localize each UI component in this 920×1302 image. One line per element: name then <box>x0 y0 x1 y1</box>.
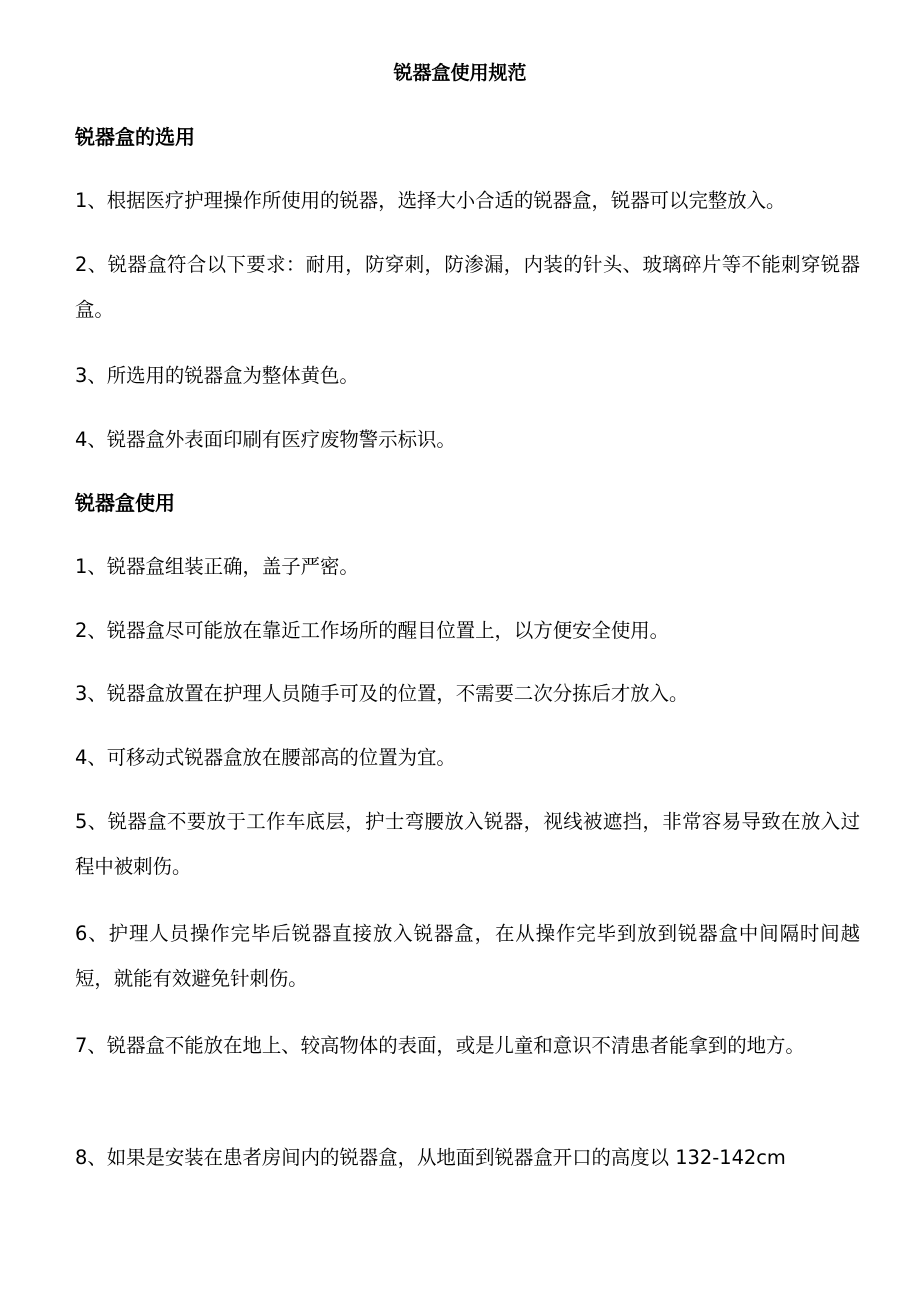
usage-item-5: 5、锐器盒不要放于工作车底层，护士弯腰放入锐器，视线被遮挡，非常容易导致在放入过程中被刺伤。 <box>75 810 860 878</box>
usage-item-1: 1、锐器盒组装正确，盖子严密。 <box>75 555 359 578</box>
usage-item-2: 2、锐器盒尽可能放在靠近工作场所的醒目位置上，以方便安全使用。 <box>75 619 670 642</box>
selection-item-1: 1、根据医疗护理操作所使用的锐器，选择大小合适的锐器盒，锐器可以完整放入。 <box>75 189 786 212</box>
usage-item-3: 3、锐器盒放置在护理人员随手可及的位置，不需要二次分拣后才放入。 <box>75 682 689 705</box>
section-heading-selection: 锐器盒的选用 <box>75 125 195 149</box>
usage-item-6: 6、护理人员操作完毕后锐器直接放入锐器盒，在从操作完毕到放到锐器盒中间隔时间越短，就能有效避免针刺伤。 <box>75 922 860 990</box>
selection-item-3: 3、所选用的锐器盒为整体黄色。 <box>75 364 359 387</box>
usage-item-7: 7、锐器盒不能放在地上、较高物体的表面，或是儿童和意识不清患者能拿到的地方。 <box>75 1034 805 1057</box>
usage-item-4: 4、可移动式锐器盒放在腰部高的位置为宜。 <box>75 746 456 769</box>
usage-item-8: 8、如果是安装在患者房间内的锐器盒，从地面到锐器盒开口的高度以 132-142cm <box>75 1146 786 1169</box>
selection-item-2: 2、锐器盒符合以下要求：耐用，防穿刺，防渗漏，内装的针头、玻璃碎片等不能刺穿锐器盒。 <box>75 253 860 321</box>
section-heading-usage: 锐器盒使用 <box>75 491 175 515</box>
page-title: 锐器盒使用规范 <box>393 62 527 84</box>
selection-item-4: 4、锐器盒外表面印刷有医疗废物警示标识。 <box>75 428 456 451</box>
